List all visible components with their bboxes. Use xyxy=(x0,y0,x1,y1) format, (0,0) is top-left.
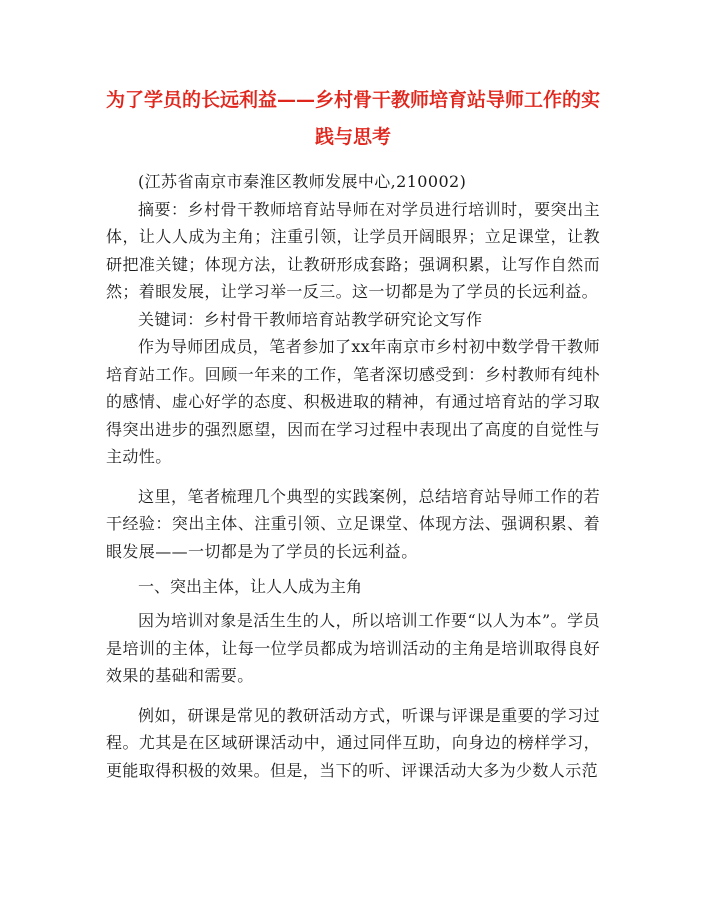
affiliation: (江苏省南京市秦淮区教师发展中心,210002) xyxy=(138,172,467,191)
body-paragraph: 作为导师团成员，笔者参加了xx年南京市乡村初中数学骨干教师培育站工作。回顾一年来的工作，笔者深切感受到：乡村教师有纯朴的感情、虚心好学的态度、积极进取的精神，有通过培育站的学习取得突出进步的强烈愿望，因而在学习过程中表现出了高度的自觉性与主动性。 xyxy=(106,337,600,466)
abstract: 摘要：乡村骨干教师培育站导师在对学员进行培训时，要突出主体，让人人成为主角；注重引领，让学员开阔眼界；立足课堂，让教研把准关键；体现方法，让教研形成套路；强调积累，让写作自然而然；着眼发展，让学习举一反三。这一切都是为了学员的长远利益。 xyxy=(106,199,600,301)
keywords: 关键词：乡村骨干教师培育站教学研究论文写作 xyxy=(138,309,483,329)
body-paragraph: 这里，笔者梳理几个典型的实践案例，总结培育站导师工作的若干经验：突出主体、注重引领、立足课堂、体现方法、强调积累、着眼发展——一切都是为了学员的长远利益。 xyxy=(106,486,600,561)
document-title: 为了学员的长远利益——乡村骨干教师培育站导师工作的实践与思考 xyxy=(106,89,601,148)
section-heading: 一、突出主体，让人人成为主角 xyxy=(138,577,363,596)
body-paragraph: 例如，研课是常见的教研活动方式，听课与评课是重要的学习过程。尤其是在区域研课活动中，通过同伴互助，向身边的榜样学习，更能取得积极的效果。但是，当下的听、评课活动大多为少数人示范 xyxy=(106,705,600,780)
body-paragraph: 因为培训对象是活生生的人，所以培训工作要“以人为本”。学员是培训的主体，让每一位学员都成为培训活动的主角是培训取得良好效果的基础和需要。 xyxy=(106,611,600,685)
